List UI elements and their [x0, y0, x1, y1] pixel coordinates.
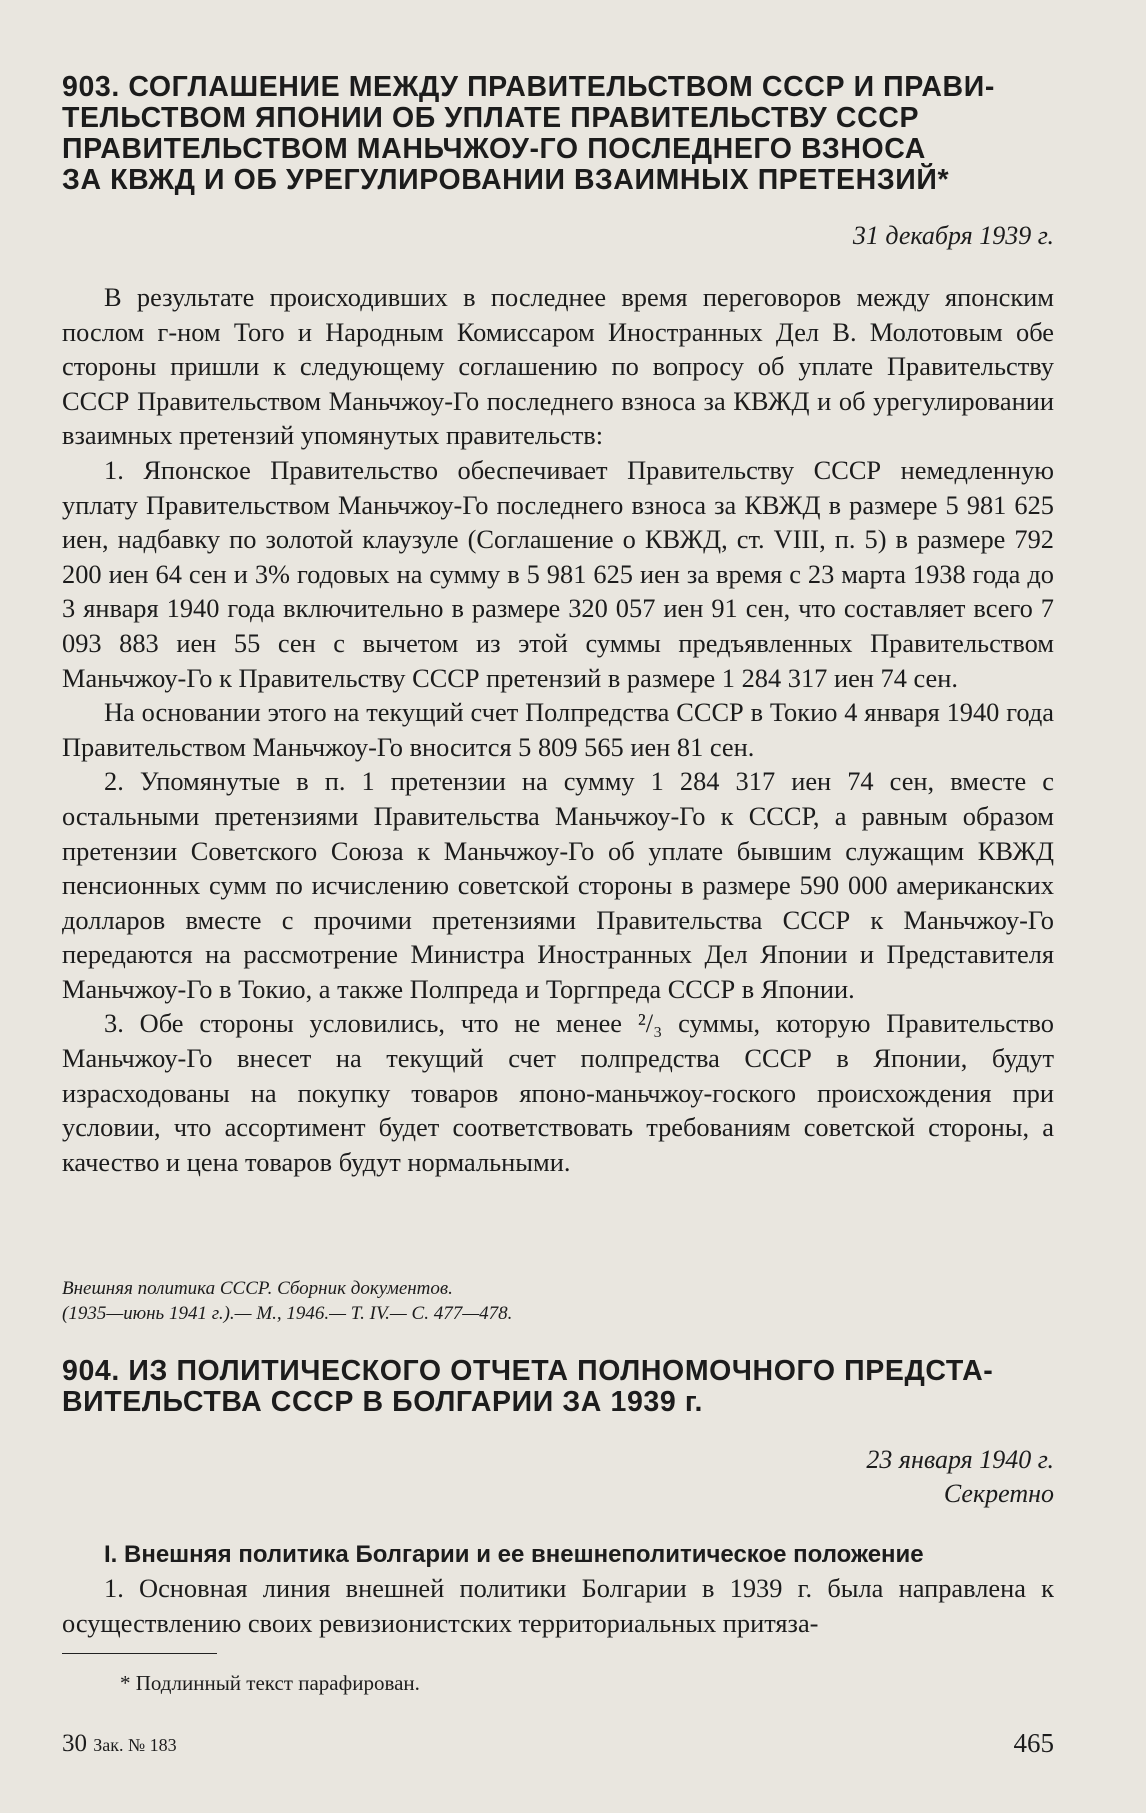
doc904-body — [62, 1571, 1054, 1640]
doc903-date: 31 декабря 1939 г. — [852, 221, 1054, 250]
doc903-source — [62, 1276, 512, 1326]
heading-line: ЗА КВЖД И ОБ УРЕГУЛИРОВАНИИ ВЗАИМНЫХ ПРЕТЕНЗИЙ* — [62, 164, 950, 196]
heading-line: ВИТЕЛЬСТВА СССР В БОЛГАРИИ ЗА 1939 г. — [62, 1386, 703, 1418]
doc904-heading — [62, 1356, 1054, 1418]
doc904-date: 23 января 1940 г. — [866, 1445, 1054, 1474]
doc903-heading — [62, 72, 1054, 196]
heading-line: 904. ИЗ ПОЛИТИЧЕСКОГО ОТЧЕТА ПОЛНОМОЧНОГО ПРЕДСТА- — [62, 1355, 994, 1387]
order-number: Зак. № 183 — [93, 1735, 177, 1755]
heading-line: 903. СОГЛАШЕНИЕ МЕЖДУ ПРАВИТЕЛЬСТВОМ СССР И ПРАВИ- — [62, 71, 995, 103]
doc904-section-title: I. Внешняя политика Болгарии и ее внешнеполитическое положение — [104, 1541, 924, 1568]
heading-line: ПРАВИТЕЛЬСТВОМ МАНЬЧЖОУ-ГО ПОСЛЕДНЕГО ВЗНОСА — [62, 133, 926, 165]
doc903-body — [62, 280, 1054, 1179]
paragraph: В результате происходивших в последнее время переговоров между японским послом г-ном Того и Народным Комиссаром Иностранных Дел В. Молотовым обе стороны пришли к следующему соглашению по вопросу об уплате Правительству СССР Правительством Маньчжоу-Го последнего взноса за КВЖД и об урегулировании взаимных претензий упомянутых правительств: — [62, 282, 1054, 451]
paragraph: 3. Обе стороны условились, что не менее ²/₃ суммы, которую Правительство Маньчжоу-Го внесет на текущий счет полпредства СССР в Японии, будут израсходованы на покупку товаров японо-маньчжоу-гоского происхождения при условии, что ассортимент будет соответствовать требованиям советской стороны, а качество и цена товаров будут нормальными. — [62, 1008, 1054, 1177]
paragraph: 1. Основная линия внешней политики Болгарии в 1939 г. была направлена к осуществлению своих ревизионистских территориальных притяза- — [62, 1573, 1054, 1638]
source-line: Внешняя политика СССР. Сборник документов. — [62, 1278, 453, 1299]
footnote: * Подлинный текст парафирован. — [120, 1671, 420, 1695]
page-number: 465 — [1013, 1728, 1054, 1758]
doc904-secret-mark: Секретно — [943, 1479, 1054, 1508]
signature-number: 30 — [62, 1730, 87, 1757]
source-line: (1935—июнь 1941 г.).— М., 1946.— Т. IV.— С. 477—478. — [62, 1303, 513, 1324]
paragraph: На основании этого на текущий счет Полпредства СССР в Токио 4 января 1940 года Правительством Маньчжоу-Го вносится 5 809 565 иен 81 сен. — [62, 697, 1054, 762]
paragraph: 1. Японское Правительство обеспечивает Правительству СССР немедленную уплату Правительством Маньчжоу-Го последнего взноса за КВЖД в размере 5 981 625 иен, надбавку по золотой клаузуле (Соглашение о КВЖД, ст. VIII, п. 5) в размере 792 200 иен 64 сен и 3% годовых на сумму в 5 981 625 иен за время с 23 марта 1938 года до 3 января 1940 года включительно в размере 320 057 иен 91 сен, что составляет всего 7 093 883 иен 55 сен с вычетом из этой суммы предъявленных Правительством Маньчжоу-Го к Правительству СССР претензий в размере 1 284 317 иен 74 сен. — [62, 454, 1054, 693]
heading-line: ТЕЛЬСТВОМ ЯПОНИИ ОБ УПЛАТЕ ПРАВИТЕЛЬСТВУ СССР — [62, 102, 920, 134]
footnote-rule — [62, 1653, 217, 1654]
signature-mark — [62, 1730, 177, 1758]
paragraph: 2. Упомянутые в п. 1 претензии на сумму 1 284 317 иен 74 сен, вместе с остальными претензиями Правительства Маньчжоу-Го к СССР, а равным образом претензии Советского Союза к Маньчжоу-Го об уплате бывшим служащим КВЖД пенсионных сумм по исчислению советской стороны в размере 590 000 американских долларов вместе с прочими претензиями Правительства СССР к Маньчжоу-Го передаются на рассмотрение Министра Иностранных Дел Японии и Представителя Маньчжоу-Го в Токио, а также Полпреда и Торгпреда СССР в Японии. — [62, 766, 1054, 1004]
